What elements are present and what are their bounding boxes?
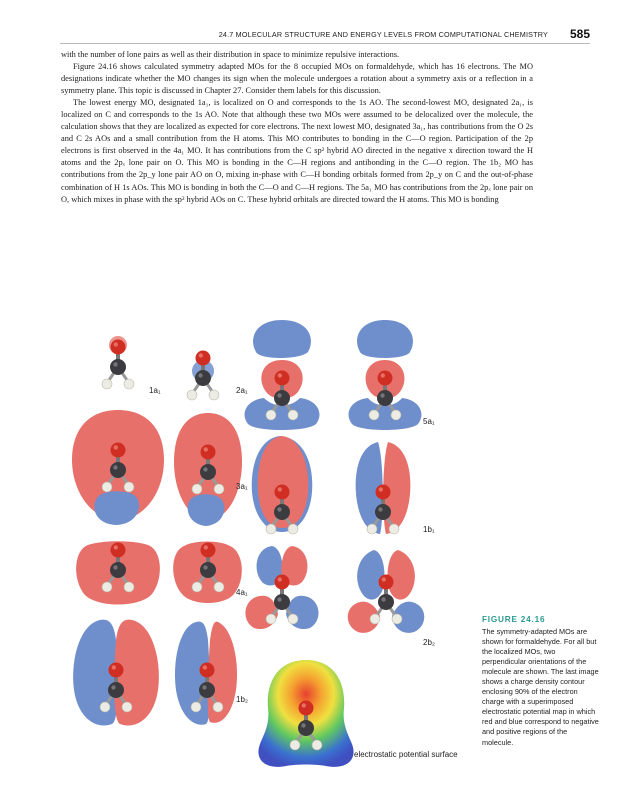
paragraph: The lowest energy MO, designated 1a₁, is localized on O and corresponds to the 1s AO. The second-lowest MO, designated 2a₁, is localized on C and corresponds to the 1s AO. Note that although these two MOs were assumed to be delocalized over the molecule, the calculation shows that they are localized as expected for core electrons. The next lowest MO, designated 3a₁, has contributions from the O 2s and C 2s AOs and a small contribution from the H atoms. This MO contributes to bonding in the C—O region. Participation of the 2p electrons is first observed in the 4a₁ MO. It has contributions from the C sp² hybrid AO directed in the negative x direction toward the H atoms and the 2pₓ lone pair on O. This MO is bonding in the C—H regions and antibonding in the C—O region. The 1b₂ MO has contributions from the 2p_y lone pair AO on O, mixing in-phase with C—H bonding orbitals formed from 2p_y on C and the out-of-phase combination of H 1s AOs. This MO is bonding in both the C—O and C—H regions. The 5a₁ MO has contributions from the 2pₓ lone pair on O, which mixes in phase with the sp² hybrid AOs on C. These hybrid orbitals are directed toward the H atoms. This MO is bonding (61, 98, 533, 204)
paragraph: with the number of lone pairs as well as their distribution in space to minimize repulsive interactions. (61, 50, 400, 59)
label-2b2: 2b₂ (423, 638, 436, 647)
mo-2a1 (187, 351, 219, 401)
lobe-negative (253, 320, 311, 358)
formaldehyde-model (187, 351, 219, 401)
mo-1a1 (102, 336, 134, 389)
label-2a1: 2a₁ (236, 386, 248, 395)
lobe-negative (188, 494, 225, 526)
label-5a1: 5a₁ (423, 417, 435, 426)
running-title: 24.7 MOLECULAR STRUCTURE AND ENERGY LEVELS FROM COMPUTATIONAL CHEMISTRY (218, 30, 548, 39)
lobe-positive (387, 550, 414, 600)
label-3a1: 3a₁ (236, 482, 248, 491)
body-text (61, 49, 533, 206)
lobe-negative (357, 550, 384, 600)
header-rule (60, 43, 590, 44)
mo-1b2 (73, 620, 237, 726)
mo-5a1 (245, 320, 422, 430)
mo-figure-graphics (60, 320, 480, 785)
mo-2b2 (245, 546, 424, 633)
running-head (60, 27, 590, 43)
esp-surface (258, 660, 353, 767)
label-1b2: 1b₂ (236, 695, 249, 704)
caption-title: FIGURE 24.16 (482, 615, 546, 624)
formaldehyde-model (102, 340, 134, 390)
mo-4a1 (76, 491, 242, 604)
label-4a1: 4a₁ (236, 588, 248, 597)
figure-caption (482, 615, 600, 748)
label-1a1: 1a₁ (149, 386, 161, 395)
page-number: 585 (569, 27, 590, 41)
label-1b1: 1b₁ (423, 525, 435, 534)
lobe-negative (94, 491, 139, 525)
paragraph: Figure 24.16 shows calculated symmetry adapted MOs for the 8 occupied MOs on formaldehyde, which has 16 electrons. The MO designations indicate whether the MO changes its sign when the molecule undergoes a rotation about a symmetry axis or a reflection in a symmetry plane. This topic is discussed in Chapter 27. Consider them labels for this discussion. (61, 62, 533, 96)
mo-1b1 (252, 436, 411, 534)
caption-text: The symmetry-adapted MOs are shown for formaldehyde. For all but the localized MOs, two perpendicular orientations of the molecule are shown. The last image shows a charge density contour enclosing 90% of the electron charge with a superimposed electrostatic potential map in which red and blue correspond to negative and positive regions of the molecule. (482, 627, 599, 747)
mo-figure (60, 320, 480, 785)
lobe-negative (357, 320, 413, 358)
label-esp: electrostatic potential surface (354, 750, 458, 759)
